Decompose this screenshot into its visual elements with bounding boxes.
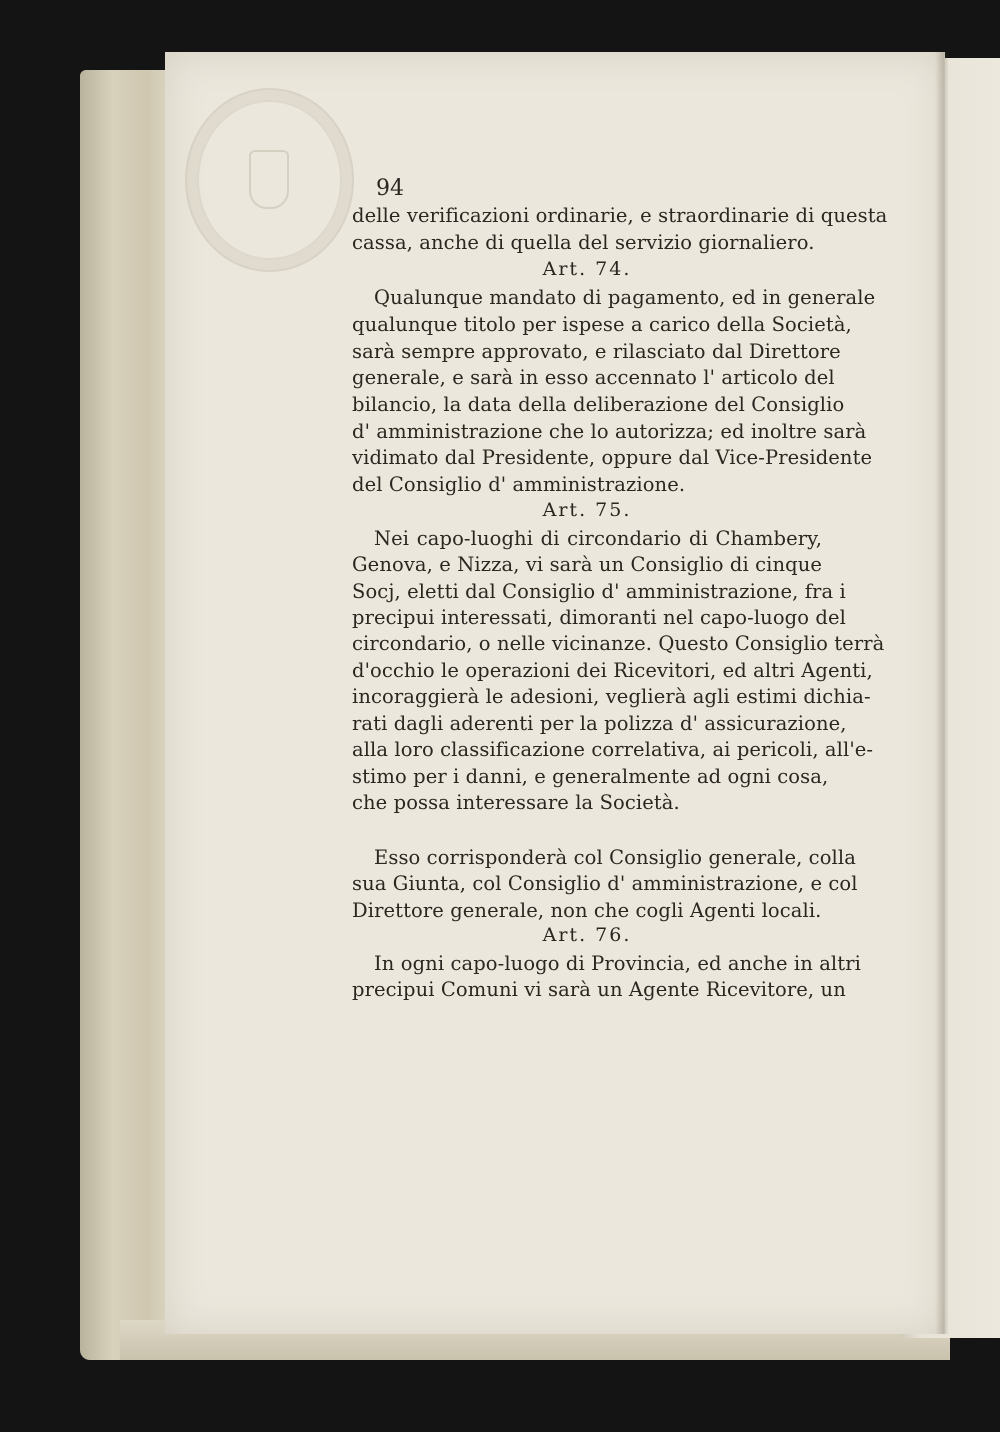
text-line: precipui Comuni vi sarà un Agente Ricevitore, un xyxy=(352,978,846,1001)
text-line: Esso corrisponderà col Consiglio generale, colla xyxy=(374,846,856,869)
text-line: cassa, anche di quella del servizio giornaliero. xyxy=(352,231,815,254)
article-heading-74: Art. 74. xyxy=(542,258,632,280)
embossed-seal xyxy=(185,88,354,272)
article-heading-76: Art. 76. xyxy=(542,924,632,946)
text-line: sarà sempre approvato, e rilasciato dal Direttore xyxy=(352,340,841,363)
text-line: vidimato dal Presidente, oppure dal Vice-Presidente xyxy=(352,446,873,469)
text-line: incoraggierà le adesioni, veglierà agli estimi dichia- xyxy=(352,685,871,708)
text-line: Socj, eletti dal Consiglio d' amministrazione, fra i xyxy=(352,580,846,603)
text-line: d' amministrazione che lo autorizza; ed inoltre sarà xyxy=(352,420,867,443)
text-line: Genova, e Nizza, vi sarà un Consiglio di cinque xyxy=(352,553,822,576)
seal-crest-icon xyxy=(249,150,289,209)
text-line: circondario, o nelle vicinanze. Questo Consiglio terrà xyxy=(352,632,885,655)
text-line: d'occhio le operazioni dei Ricevitori, ed altri Agenti, xyxy=(352,659,873,682)
text-line: stimo per i danni, e generalmente ad ogni cosa, xyxy=(352,765,829,788)
text-line: del Consiglio d' amministrazione. xyxy=(352,473,686,496)
page-gutter xyxy=(935,52,949,1334)
text-line: precipui interessati, dimoranti nel capo-luogo del xyxy=(352,606,846,629)
article-heading-75: Art. 75. xyxy=(542,499,632,521)
text-line: Nei capo-luoghi di circondario di Chambery, xyxy=(374,527,822,550)
text-line: sua Giunta, col Consiglio d' amministrazione, e col xyxy=(352,872,858,895)
text-line: generale, e sarà in esso accennato l' articolo del xyxy=(352,366,835,389)
text-line: alla loro classificazione correlativa, ai pericoli, all'e- xyxy=(352,738,874,761)
text-line: bilancio, la data della deliberazione del Consiglio xyxy=(352,393,845,416)
text-line: Qualunque mandato di pagamento, ed in generale xyxy=(374,286,876,309)
text-line: Direttore generale, non che cogli Agenti locali. xyxy=(352,899,822,922)
page-number: 94 xyxy=(376,176,404,201)
text-line: In ogni capo-luogo di Provincia, ed anche in altri xyxy=(374,952,861,975)
text-line: delle verificazioni ordinarie, e straordinarie di questa xyxy=(352,204,888,227)
text-line: che possa interessare la Società. xyxy=(352,791,680,814)
text-line: qualunque titolo per ispese a carico della Società, xyxy=(352,313,852,336)
text-line: rati dagli aderenti per la polizza d' assicurazione, xyxy=(352,712,847,735)
